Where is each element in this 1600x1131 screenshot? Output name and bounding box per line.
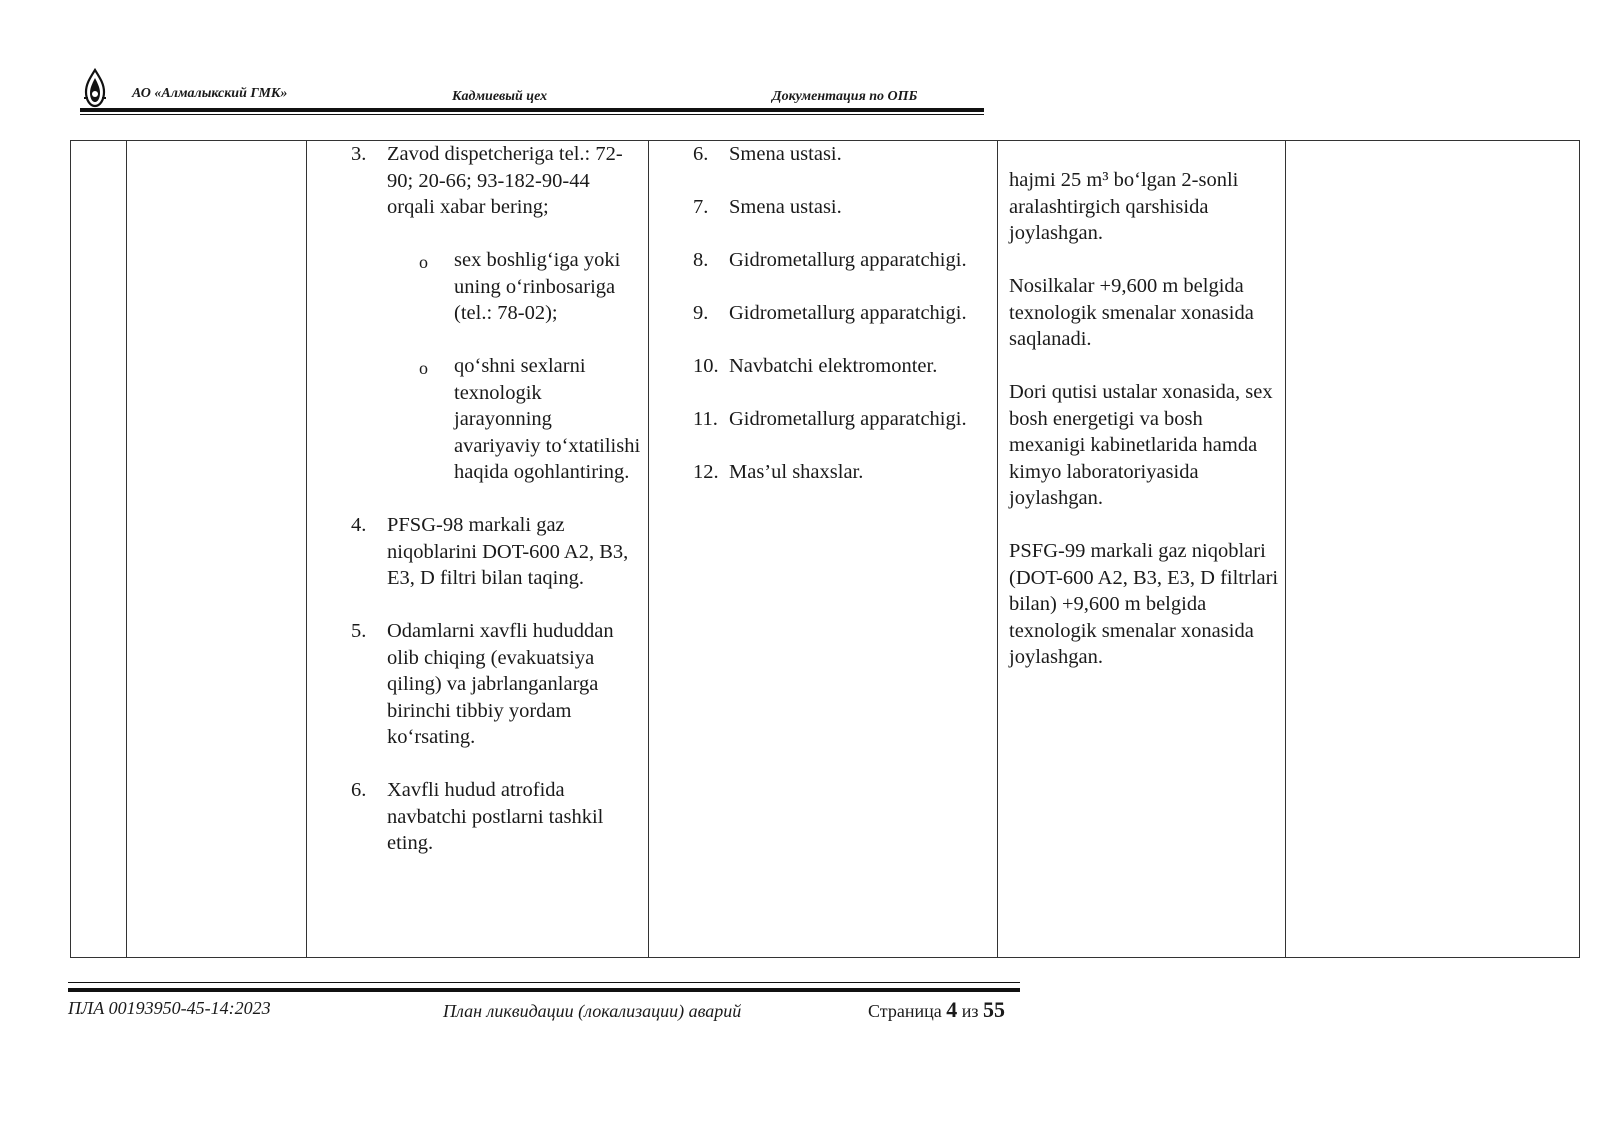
- footer-document-code: ПЛА 00193950-45-14:2023: [68, 998, 271, 1018]
- plan-table: [70, 140, 1580, 958]
- list-item: 8. Gidrometallurg apparatchigi.: [693, 249, 967, 271]
- column-divider: [306, 141, 307, 957]
- list-item: 5. Odamlarni xavfli hududdan olib chiqing (evakuatsiya qiling) va jabrlanganlarga birinchi tibbiy yordam koʻrsating.: [351, 620, 614, 748]
- page-footer: [68, 988, 1020, 1038]
- company-logo-icon: [82, 68, 108, 108]
- list-item: 6. Smena ustasi.: [693, 143, 842, 165]
- list-item: 4. PFSG-98 markali gaz niqoblarini DOT-600 A2, B3, E3, D filtri bilan taqing.: [351, 514, 629, 589]
- header-organization: АО «Алмалыкский ГМК»: [132, 86, 288, 101]
- footer-rule: [68, 988, 1020, 992]
- list-item: 9. Gidrometallurg apparatchigi.: [693, 302, 967, 324]
- means-paragraph: PSFG-99 markali gaz niqoblari (DOT-600 A2, B3, E3, D filtrlari bilan) +9,600 m belgida texnologik smenalar xonasida joylashgan.: [1009, 540, 1279, 668]
- footer-page-number: Страница 4 из 55: [868, 997, 1005, 1022]
- header-rule-thin: [80, 114, 984, 115]
- column-divider: [648, 141, 649, 957]
- header-document-type: Документация по ОПБ: [772, 89, 918, 104]
- column-divider: [126, 141, 127, 957]
- list-item: 7. Smena ustasi.: [693, 196, 842, 218]
- sub-list-item: o sex boshligʻiga yoki uning oʻrinbosariga (tel.: 78-02);: [419, 249, 621, 324]
- footer-rule-thin: [68, 982, 1020, 983]
- footer-document-title: План ликвидации (локализации) аварий: [443, 1001, 742, 1021]
- list-item: 11. Gidrometallurg apparatchigi.: [693, 408, 967, 430]
- list-item: 3. Zavod dispetcheriga tel.: 72-90; 20-66; 93-182-90-44 orqali xabar bering;: [351, 143, 623, 218]
- list-item: 6. Xavfli hudud atrofida navbatchi postlarni tashkil eting.: [351, 779, 604, 854]
- actions-column: [351, 141, 641, 883]
- header-rule: [80, 108, 984, 112]
- means-paragraph: Dori qutisi ustalar xonasida, sex bosh energetigi va bosh mexanigi kabinetlarida hamda kimyo laboratoriyasida joylashgan.: [1009, 381, 1273, 509]
- responsible-column: [693, 141, 993, 512]
- column-divider: [1285, 141, 1286, 957]
- means-paragraph: hajmi 25 m³ boʻlgan 2-sonli aralashtirgich qarshisida joylashgan.: [1009, 169, 1239, 244]
- means-column: [1009, 167, 1279, 697]
- list-item: 10. Navbatchi elektromonter.: [693, 355, 938, 377]
- sub-list-item: o qoʻshni sexlarni texnologik jarayonning avariyaviy toʻxtatilishi haqida ogohlantiring.: [419, 355, 641, 483]
- means-paragraph: Nosilkalar +9,600 m belgida texnologik smenalar xonasida saqlanadi.: [1009, 275, 1254, 350]
- header-shop: Кадмиевый цех: [452, 89, 548, 104]
- page-header: [80, 64, 984, 118]
- bullet-icon: o: [419, 252, 428, 272]
- list-item: 12. Mas’ul shaxslar.: [693, 461, 864, 483]
- column-divider: [997, 141, 998, 957]
- bullet-icon: o: [419, 358, 428, 378]
